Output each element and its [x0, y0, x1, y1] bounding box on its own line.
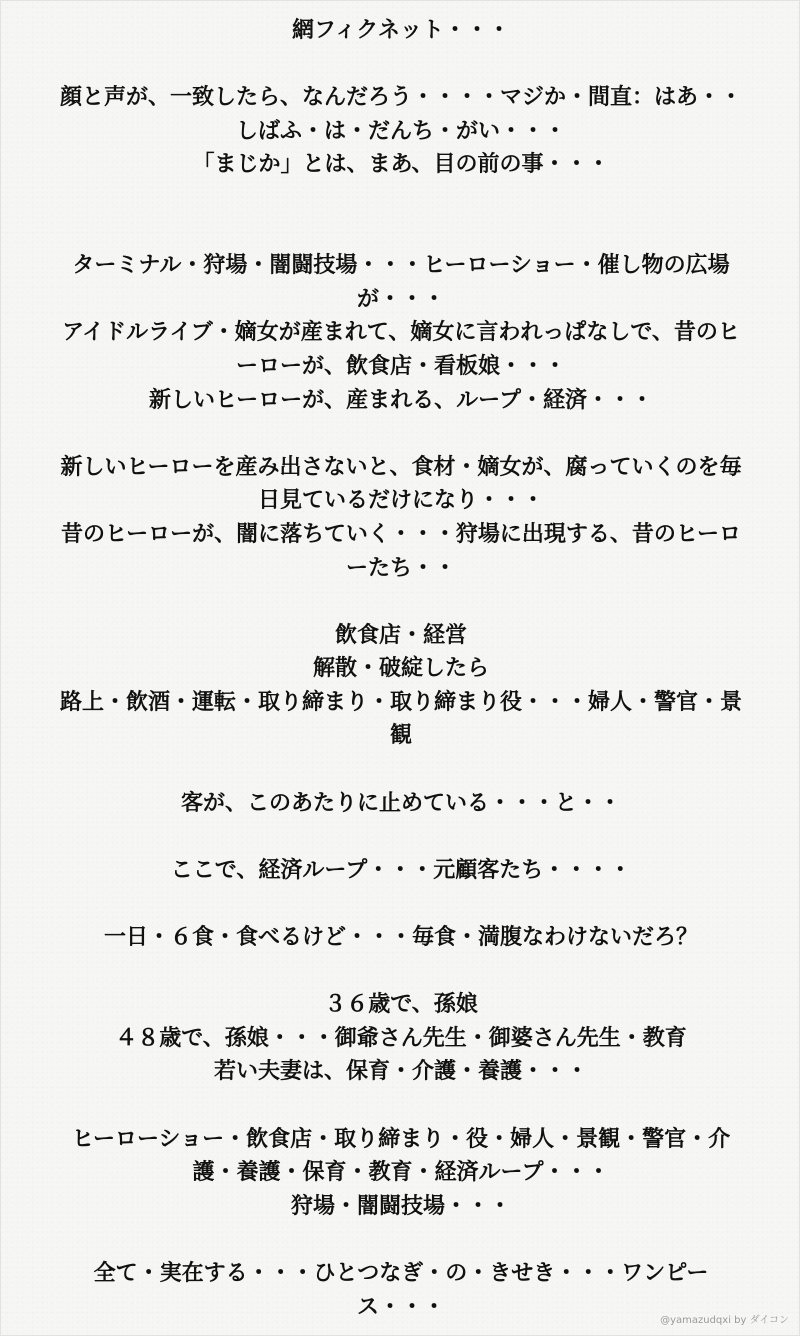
- blank-line: [15, 1223, 787, 1257]
- text-line: 観: [389, 723, 412, 749]
- text-line: 狩場・闇闘技場・・・: [290, 1193, 511, 1219]
- text-line: ーローが、飲食店・看板娘・・・: [235, 353, 566, 379]
- blank-line: [15, 820, 787, 854]
- text-line: しばふ・は・だんち・がい・・・: [235, 118, 566, 144]
- text-line: 新しいヒーローを産み出さないと、食材・嫡女が、腐っていくのを毎: [60, 454, 742, 480]
- text-line: 解散・破綻したら: [312, 656, 489, 682]
- text-line: 全て・実在する・・・ひとつなぎ・の・きせき・・・ワンピー: [93, 1260, 709, 1286]
- blank-line: [15, 1089, 787, 1123]
- blank-line: [15, 955, 787, 989]
- text-line: 一日・６食・食べるけど・・・毎食・満腹なわけないだろ？: [103, 925, 698, 951]
- text-line: 客が、このあたりに止めている・・・と・・: [180, 790, 621, 816]
- blank-line: [15, 182, 787, 216]
- text-line: 「まじか」とは、まあ、目の前の事・・・: [192, 152, 610, 178]
- text-line: ス・・・: [356, 1294, 445, 1320]
- text-line: 護・養護・保育・教育・経済ループ・・・: [192, 1160, 610, 1186]
- credit-watermark: @yamazudqxi by ダイコン: [660, 1315, 789, 1326]
- text-line: ここで、経済ループ・・・元顧客たち・・・・: [170, 857, 632, 883]
- text-line: ３６歳で、孫娘: [324, 992, 478, 1018]
- blank-line: [15, 48, 787, 82]
- text-line: 顔と声が、一致したら、なんだろう・・・・マジか・間直：はあ・・: [59, 85, 742, 111]
- text-line: 路上・飲酒・運転・取り締まり・取り締まり役・・・婦人・警官・景: [59, 689, 742, 715]
- text-line: 網フィクネット・・・: [291, 18, 511, 43]
- blank-line: [15, 753, 787, 787]
- blank-line: [15, 585, 787, 619]
- text-line: ターミナル・狩場・闇闘技場・・・ヒーローショー・催し物の広場: [72, 253, 730, 279]
- text-line: ーたち・・: [345, 555, 456, 581]
- text-line: 昔のヒーローが、闇に落ちていく・・・狩場に出現する、昔のヒーロ: [60, 521, 742, 547]
- blank-line: [15, 887, 787, 921]
- blank-line: [15, 216, 787, 250]
- text-line: 飲食店・経営: [334, 622, 467, 648]
- text-line: 日見ているだけになり・・・: [257, 488, 544, 514]
- text-line: が・・・: [356, 286, 445, 312]
- text-line: 新しいヒーローが、産まれる、ループ・経済・・・: [148, 387, 654, 413]
- blank-line: [15, 417, 787, 451]
- note-text-body: [15, 14, 787, 1324]
- text-line: ヒーローショー・飲食店・取り締まり・役・婦人・景観・警官・介: [71, 1126, 731, 1152]
- text-line: 若い夫妻は、保育・介護・養護・・・: [213, 1059, 588, 1085]
- text-line: ４８歳で、孫娘・・・御爺さん先生・御婆さん先生・教育: [115, 1025, 687, 1051]
- text-line: アイドルライブ・嫡女が産まれて、嫡女に言われっぱなしで、昔のヒ: [62, 320, 740, 346]
